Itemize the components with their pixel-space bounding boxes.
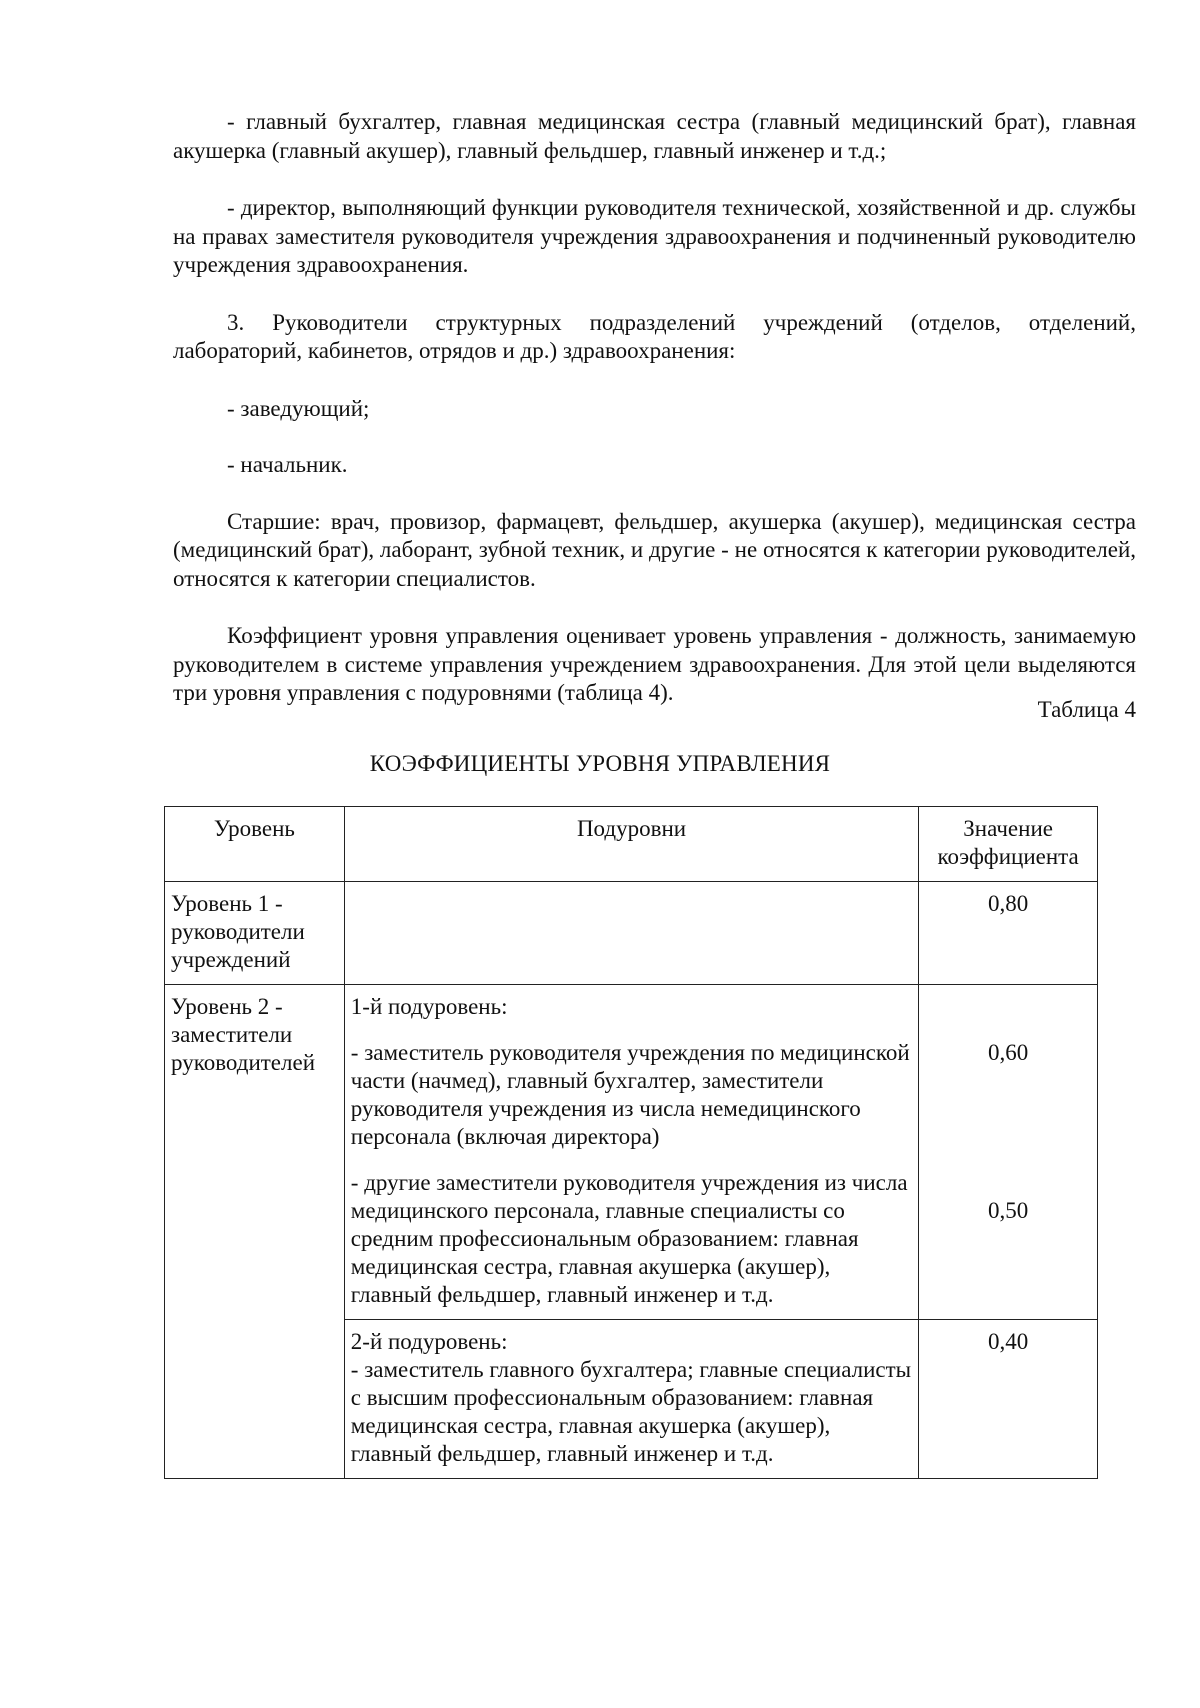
sublevel-1-item-b-value: 0,50 [987, 1198, 1029, 1223]
level-1-value: 0,80 [919, 882, 1098, 985]
paragraph-director: - директор, выполняющий функции руководителя технической, хозяйственной и др. службы на правах заместителя руководителя учреждения здравоохранения и подчиненный руководителю учреждения здравоохранения. [173, 195, 1136, 277]
header-coefficient: Значение коэффициента [919, 807, 1098, 882]
level-2-sublevel-2-cell [344, 1320, 918, 1479]
paragraph-structural-heads: 3. Руководители структурных подразделений учреждений (отделов, отделений, лабораторий, кабинетов, отрядов и др.) здравоохранения: [173, 309, 1136, 363]
sublevel-1-item-a: - заместитель руководителя учреждения по медицинской части (начмед), главный бухгалтер, заместители руководителя учреждения из числа немедицинского персонала (включая директора) [350, 1040, 910, 1149]
header-level: Уровень [165, 807, 345, 882]
paragraph-chief-accountant: - главный бухгалтер, главная медицинская сестра (главный медицинский брат), главная акушерка (главный акушер), главный фельдшер, главный инженер и т.д.; [173, 109, 1136, 163]
header-sublevels: Подуровни [344, 807, 918, 882]
table-header-row [165, 807, 1098, 882]
level-1-sublevels-cell [344, 882, 918, 985]
sublevel-1-item-a-value: 0,60 [987, 1040, 1029, 1065]
sublevel-1-item-b: - другие заместители руководителя учреждения из числа медицинского персонала, главные специалисты со средним профессиональным образованием: главная медицинская сестра, главная акушерка (акушер), главный фельдшер, главный инженер и т.д. [350, 1170, 908, 1307]
level-2-sublevel-1-values [919, 985, 1098, 1320]
sublevel-1-title: 1-й подуровень: [350, 994, 508, 1019]
sublevel-2-text: - заместитель главного бухгалтера; главные специалисты с высшим профессиональным образованием: главная медицинская сестра, главная акушерка (акушер), главный фельдшер, главный инженер и т.д. [350, 1357, 912, 1466]
paragraph-coefficient: Коэффициент уровня управления оценивает уровень управления - должность, занимаемую руководителем в системе управления учреждением здравоохранения. Для этой цели выделяются три уровня управления с подуровнями (таблица 4). [173, 623, 1136, 705]
table-row [165, 985, 1098, 1320]
paragraph-chief: - начальник. [227, 452, 348, 477]
table-title: КОЭФФИЦИЕНТЫ УРОВНЯ УПРАВЛЕНИЯ [369, 751, 831, 776]
paragraph-senior-staff: Старшие: врач, провизор, фармацевт, фельдшер, акушерка (акушер), медицинская сестра (медицинский брат), лаборант, зубной техник, и другие - не относятся к категории руководителей, относятся к категории специалистов. [173, 508, 1136, 591]
sublevel-2-title: 2-й подуровень: [350, 1329, 508, 1354]
level-2-cell: Уровень 2 - заместители руководителей [165, 985, 345, 1479]
level-1-cell: Уровень 1 - руководители учреждений [165, 882, 345, 985]
coefficients-table [164, 806, 1098, 1479]
paragraph-head-of-dept: - заведующий; [227, 395, 370, 421]
table-row [165, 882, 1098, 985]
table-label: Таблица 4 [1037, 697, 1136, 722]
level-2-sublevel-1-cell [344, 985, 918, 1320]
body-text [173, 108, 1136, 737]
sublevel-2-value: 0,40 [919, 1320, 1098, 1479]
